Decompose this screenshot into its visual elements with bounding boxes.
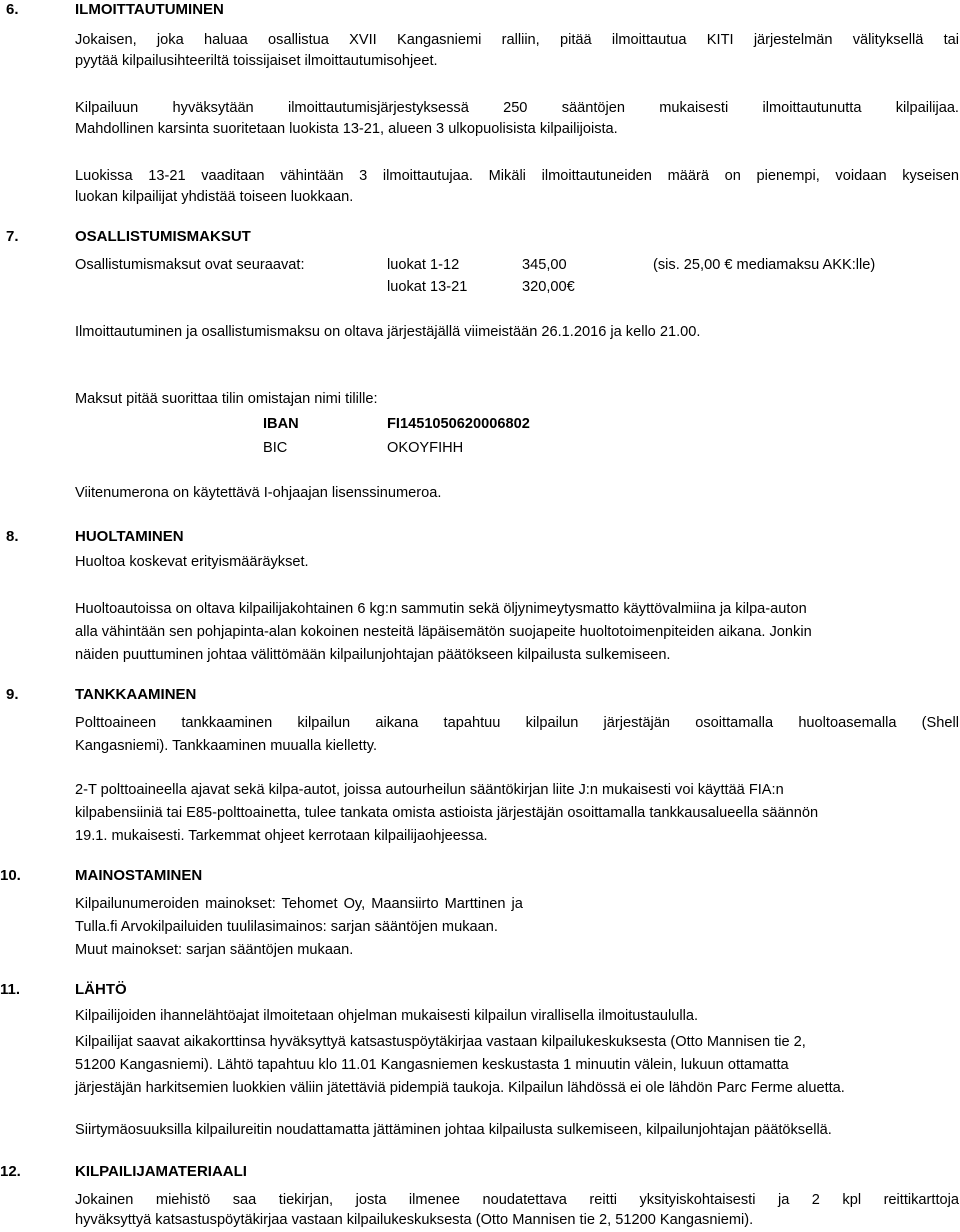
paragraph: 19.1. mukaisesti. Tarkemmat ohjeet kerrotaan kilpailijaohjeessa. [75, 828, 488, 844]
section-title: TANKKAAMINEN [75, 686, 197, 703]
fee-note: (sis. 25,00 € mediamaksu AKK:lle) [653, 257, 876, 273]
paragraph: Siirtymäosuuksilla kilpailureitin noudattamatta jättäminen johtaa kilpailusta sulkemiseen, kilpailunjohtajan päätöksellä. [75, 1122, 832, 1138]
section-number: 11. [0, 981, 21, 998]
paragraph: Polttoaineen tankkaaminen kilpailun aikana tapahtuu kilpailun järjestäjän osoittamalla huoltoasemalla (Shell [75, 715, 959, 731]
paragraph: Luokissa 13-21 vaaditaan vähintään 3 ilmoittautujaa. Mikäli ilmoittautuneiden määrä on pienempi, voidaan kyseisen [75, 168, 959, 184]
paragraph: Jokaisen, joka haluaa osallistua XVII Kangasniemi ralliin, pitää ilmoittautua KITI järjestelmän välityksellä tai [75, 32, 959, 48]
section-number: 9. [6, 686, 19, 703]
paragraph: 51200 Kangasniemi). Lähtö tapahtuu klo 11.01 Kangasniemen keskustasta 1 minuutin välein, lukuun ottamatta [75, 1057, 789, 1073]
paragraph: järjestäjän harkitsemien luokkien väliin jätettäviä pidempiä taukoja. Kilpailun lähdössä ei ole lähdön Parc Ferme aluetta. [75, 1080, 845, 1096]
paragraph: luokan kilpailijat yhdistää toiseen luokkaan. [75, 189, 354, 205]
paragraph: Huoltoa koskevat erityismääräykset. [75, 554, 309, 570]
section-title: KILPAILIJAMATERIAALI [75, 1163, 247, 1180]
paragraph: Tulla.fi Arvokilpailuiden tuulilasimainos: sarjan sääntöjen mukaan. [75, 919, 498, 935]
fee-class: luokat 13-21 [387, 279, 468, 295]
payment-intro: Maksut pitää suorittaa tilin omistajan nimi tilille: [75, 391, 378, 407]
iban-label: IBAN [263, 416, 299, 432]
fee-class: luokat 1-12 [387, 257, 460, 273]
bic-label: BIC [263, 440, 288, 456]
paragraph: Kilpailijat saavat aikakorttinsa hyväksyttyä katsastuspöytäkirjaa vastaan kilpailukeskuksesta (Otto Mannisen tie 2, [75, 1034, 806, 1050]
paragraph: Muut mainokset: sarjan sääntöjen mukaan. [75, 942, 354, 958]
fees-label: Osallistumismaksut ovat seuraavat: [75, 257, 305, 273]
section-number: 12. [0, 1163, 21, 1180]
section-number: 10. [0, 867, 21, 884]
paragraph: Jokainen miehistö saa tiekirjan, josta ilmenee noudatettava reitti yksityiskohtaisesti ja 2 kpl reittikarttoja [75, 1192, 959, 1208]
section-number: 6. [6, 1, 19, 18]
bic-value: OKOYFIHH [387, 440, 464, 456]
paragraph: alla vähintään sen pohjapinta-alan kokoinen nesteitä läpäisemätön suojapeite huoltotoimenpiteiden aikana. Jonkin [75, 624, 812, 640]
section-number: 8. [6, 528, 19, 545]
deadline-text: Ilmoittautuminen ja osallistumismaksu on oltava järjestäjällä viimeistään 26.1.2016 ja kello 21.00. [75, 324, 701, 340]
paragraph: Huoltoautoissa on oltava kilpailijakohtainen 6 kg:n sammutin sekä öljynimeytysmatto käyttövalmiina ja kilpa-auton [75, 601, 807, 617]
paragraph: 2-T polttoaineella ajavat sekä kilpa-autot, joissa autourheilun sääntökirjan liite J:n mukaisesti voi käyttää FIA:n [75, 782, 784, 798]
paragraph: hyväksyttyä katsastuspöytäkirjaa vastaan kilpailukeskuksesta (Otto Mannisen tie 2, 51200 Kangasniemi). [75, 1212, 754, 1228]
section-title: OSALLISTUMISMAKSUT [75, 228, 251, 245]
paragraph: pyytää kilpailusihteeriltä toissijaiset ilmoittautumisohjeet. [75, 53, 438, 69]
section-title: MAINOSTAMINEN [75, 867, 203, 884]
paragraph: Kilpailijoiden ihannelähtöajat ilmoitetaan ohjelman mukaisesti kilpailun virallisella ilmoitustaululla. [75, 1008, 698, 1024]
section-title: ILMOITTAUTUMINEN [75, 1, 224, 18]
paragraph: Kangasniemi). Tankkaaminen muualla kielletty. [75, 738, 378, 754]
paragraph: kilpabensiiniä tai E85-polttoainetta, tulee tankata omista astioista järjestäjän osoittamalla tankkausalueella säännön [75, 805, 819, 821]
paragraph: Kilpailuun hyväksytään ilmoittautumisjärjestyksessä 250 sääntöjen mukaisesti ilmoittautunutta kilpailijaa. [75, 100, 959, 116]
paragraph: Kilpailunumeroiden mainokset: Tehomet Oy, Maansiirto Marttinen ja [75, 896, 523, 912]
fee-amount: 320,00€ [522, 279, 575, 295]
section-number: 7. [6, 228, 19, 245]
paragraph: Mahdollinen karsinta suoritetaan luokista 13-21, alueen 3 ulkopuolisista kilpailijoista. [75, 121, 618, 137]
section-title: HUOLTAMINEN [75, 528, 184, 545]
reference-text: Viitenumerona on käytettävä I-ohjaajan lisenssinumeroa. [75, 485, 442, 501]
section-title: LÄHTÖ [75, 981, 127, 998]
paragraph: näiden puuttuminen johtaa välittömään kilpailunjohtajan päätökseen kilpailusta sulkemiseen. [75, 647, 671, 663]
fee-amount: 345,00 [522, 257, 567, 273]
iban-value: FI1451050620006802 [387, 416, 530, 432]
